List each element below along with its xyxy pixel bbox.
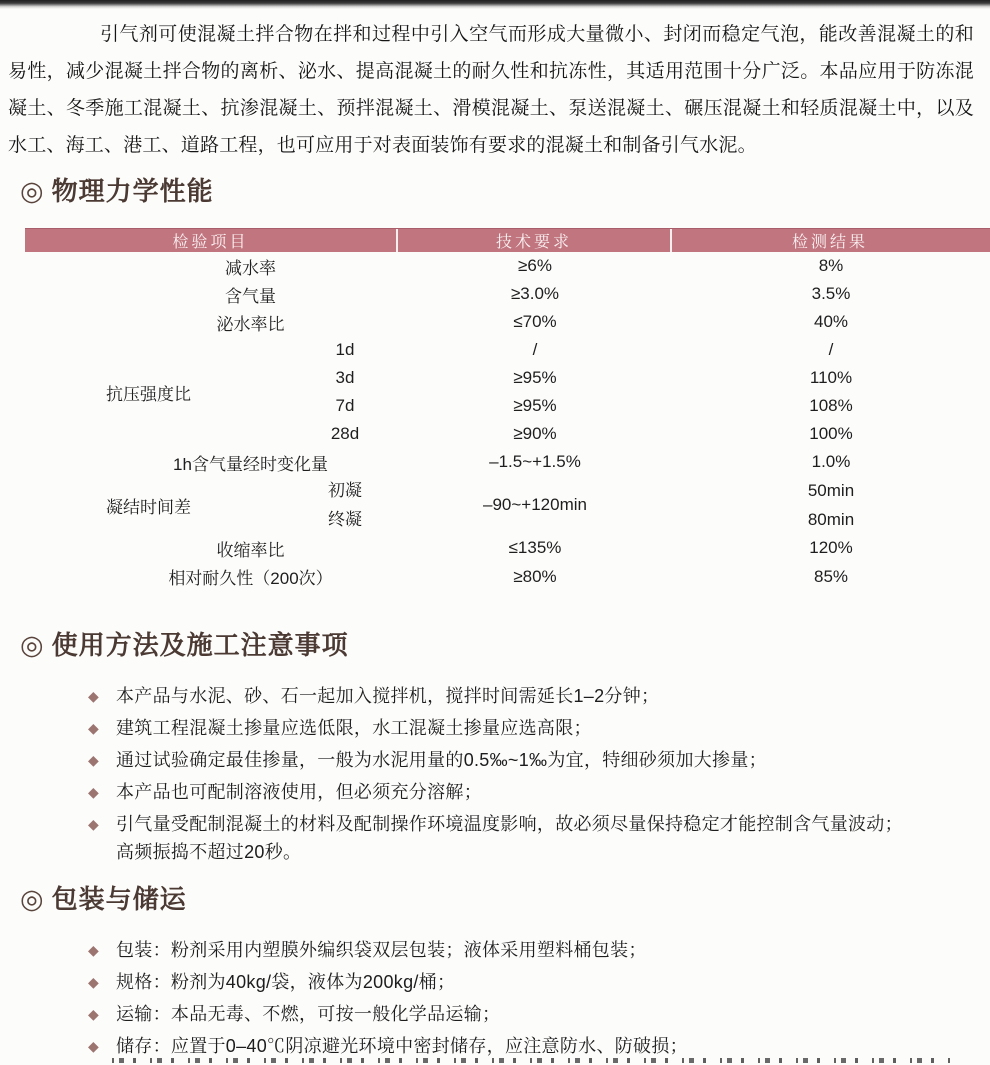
cell-item: 收缩率比 bbox=[216, 540, 285, 560]
cell-requirement: ≥90% bbox=[513, 424, 557, 443]
group-label: 凝结时间差 bbox=[106, 497, 191, 517]
cell-phase: 终凝 bbox=[328, 510, 362, 529]
cell-requirement: ≥80% bbox=[513, 566, 557, 586]
cell-result: 1.0% bbox=[811, 452, 851, 471]
table-row bbox=[25, 562, 990, 591]
cell-result: 3.5% bbox=[811, 284, 851, 303]
list-item bbox=[88, 782, 976, 802]
column-header-requirement: 技术要求 bbox=[398, 229, 672, 252]
list-item bbox=[88, 718, 976, 738]
table-subrow bbox=[398, 364, 990, 392]
group-item-cell bbox=[25, 476, 398, 534]
bullet-text: 规格：粉剂为40kg/袋，液体为200kg/桶； bbox=[116, 972, 456, 992]
table-row bbox=[25, 448, 990, 476]
diamond-bullet-icon: ◆ bbox=[88, 752, 99, 768]
cell-age: 7d bbox=[335, 396, 355, 415]
column-header-result: 检测结果 bbox=[791, 234, 868, 251]
cell-age: 28d bbox=[330, 424, 360, 443]
diamond-bullet-icon: ◆ bbox=[88, 974, 99, 990]
diamond-bullet-icon: ◆ bbox=[88, 1038, 99, 1054]
cell-age: 3d bbox=[335, 368, 355, 387]
cell-item: 1h含气量经时变化量 bbox=[173, 454, 328, 474]
table-group-setting-time bbox=[25, 476, 990, 534]
group-sublabels bbox=[305, 336, 385, 448]
table-group-compressive-strength bbox=[25, 336, 990, 448]
cutoff-text-line bbox=[112, 1058, 954, 1063]
list-item bbox=[88, 814, 976, 862]
cell-result: 40% bbox=[813, 312, 849, 331]
cell-age: 1d bbox=[335, 340, 355, 359]
bullet-text bbox=[116, 814, 903, 862]
diamond-bullet-icon: ◆ bbox=[88, 688, 99, 704]
section-title-packaging: 包装与储运 bbox=[51, 884, 187, 914]
cell-result: 50min bbox=[807, 481, 855, 500]
cell-result: 85% bbox=[813, 566, 849, 586]
packaging-bullet-list bbox=[88, 940, 976, 1065]
table-row bbox=[25, 252, 990, 280]
cell-requirement-merged: –90~+120min bbox=[483, 495, 587, 514]
cell-result: 8% bbox=[818, 256, 844, 275]
cell-item: 减水率 bbox=[225, 258, 276, 278]
group-item-cell bbox=[25, 336, 398, 448]
cell-requirement: –1.5~+1.5% bbox=[489, 452, 581, 471]
bullet-text: 包装：粉剂采用内塑膜外编织袋双层包装；液体采用塑料桶包装； bbox=[116, 940, 647, 960]
column-header-item: 检验项目 bbox=[25, 229, 398, 252]
cell-phase: 初凝 bbox=[328, 481, 362, 500]
bullet-text: 本产品与水泥、砂、石一起加入搅拌机，搅拌时间需延长1–2分钟； bbox=[116, 686, 660, 706]
cell-item: 相对耐久性（200次） bbox=[168, 569, 333, 588]
cell-item: 含气量 bbox=[225, 286, 276, 306]
cell-requirement: ≥95% bbox=[513, 368, 557, 387]
diamond-bullet-icon: ◆ bbox=[88, 942, 99, 958]
list-item bbox=[88, 972, 976, 992]
cell-item: 泌水率比 bbox=[216, 314, 285, 334]
group-sublabels bbox=[305, 476, 385, 534]
list-item bbox=[88, 686, 976, 706]
diamond-bullet-icon: ◆ bbox=[88, 720, 99, 736]
scan-top-shadow bbox=[0, 0, 990, 9]
cell-result: 80min bbox=[807, 510, 855, 529]
group-result-rows bbox=[672, 476, 990, 534]
bullet-text: 储存：应置于0–40℃阴凉避光环境中密封储存，应注意防水、防破损； bbox=[116, 1036, 688, 1056]
table-row bbox=[25, 280, 990, 308]
bullet-text: 运输：本品无毒、不燃，可按一般化学品运输； bbox=[116, 1004, 501, 1024]
cell-requirement: / bbox=[532, 340, 538, 359]
group-label: 抗压强度比 bbox=[106, 384, 191, 404]
cell-result: 100% bbox=[809, 424, 853, 443]
bullet-text: 本产品也可配制溶液使用，但必须充分溶解； bbox=[116, 782, 482, 802]
cell-requirement: ≥95% bbox=[513, 396, 557, 415]
section-title-usage: 使用方法及施工注意事项 bbox=[51, 630, 349, 660]
bullet-text: 建筑工程混凝土掺量应选低限，水工混凝土掺量应选高限； bbox=[116, 718, 592, 738]
list-item bbox=[88, 1004, 976, 1024]
list-item bbox=[88, 1036, 976, 1056]
cell-requirement: ≤70% bbox=[513, 312, 557, 331]
double-circle-icon: ◎ bbox=[20, 630, 45, 660]
cell-result: / bbox=[828, 340, 834, 359]
table-subrow bbox=[398, 392, 990, 420]
usage-bullet-list bbox=[88, 686, 976, 874]
table-subrow bbox=[398, 420, 990, 448]
cell-result: 110% bbox=[809, 368, 853, 387]
list-item bbox=[88, 750, 976, 770]
table-row bbox=[25, 534, 990, 562]
double-circle-icon: ◎ bbox=[20, 884, 45, 914]
section-heading-usage bbox=[20, 630, 349, 660]
bullet-text: 通过试验确定最佳掺量，一般为水泥用量的0.5‰~1‰为宜，特细砂须加大掺量； bbox=[116, 750, 767, 770]
section-heading-packaging bbox=[20, 884, 187, 914]
section-title-physical: 物理力学性能 bbox=[51, 176, 214, 206]
diamond-bullet-icon: ◆ bbox=[88, 816, 99, 832]
cell-result: 120% bbox=[809, 538, 853, 557]
table-header-row bbox=[25, 228, 990, 252]
cell-requirement: ≤135% bbox=[508, 538, 562, 557]
double-circle-icon: ◎ bbox=[20, 176, 45, 206]
intro-paragraph: 引气剂可使混凝土拌合物在拌和过程中引入空气而形成大量微小、封闭而稳定气泡，能改善混凝土的和易性，减少混凝土拌合物的离析、泌水、提高混凝土的耐久性和抗冻性，其适用范围十分广泛。本品应用于防冻混凝土、冬季施工混凝土、抗渗混凝土、预拌混凝土、滑模混凝土、泵送混凝土、碾压混凝土和轻质混凝土中，以及水工、海工、港工、道路工程，也可应用于对表面装饰有要求的混凝土和制备引气水泥。 bbox=[8, 24, 974, 156]
cell-result: 108% bbox=[809, 396, 853, 415]
performance-table bbox=[25, 228, 990, 591]
group-value-rows bbox=[398, 336, 990, 448]
cell-requirement: ≥3.0% bbox=[510, 284, 560, 303]
table-subrow bbox=[398, 336, 990, 364]
cell-requirement: ≥6% bbox=[518, 256, 552, 275]
bullet-text-line2: 高频振捣不超过20秒。 bbox=[116, 842, 302, 862]
table-row bbox=[25, 308, 990, 336]
diamond-bullet-icon: ◆ bbox=[88, 1006, 99, 1022]
bullet-text-line1: 引气量受配制混凝土的材料及配制操作环境温度影响，故必须尽量保持稳定才能控制含气量波动； bbox=[116, 814, 903, 834]
list-item bbox=[88, 940, 976, 960]
section-heading-physical bbox=[20, 176, 214, 206]
diamond-bullet-icon: ◆ bbox=[88, 784, 99, 800]
